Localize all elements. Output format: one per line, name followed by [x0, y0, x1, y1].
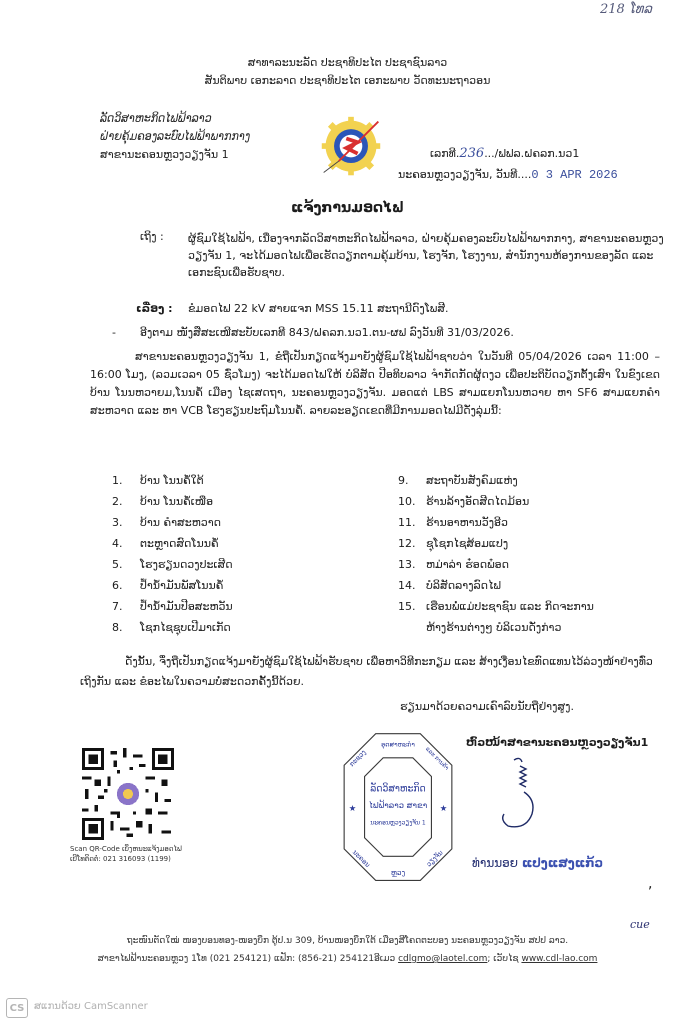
handwritten-note: 218 ໂທລ: [600, 2, 652, 17]
item-text: ໂຊກໄຊຊຸບເປີມາເກັດ: [140, 621, 231, 634]
item-number: 2.: [112, 495, 123, 508]
footer-phone-fax: ສາຂາໄຟຟ້ານະຄອນຫຼວງ 1ໂທ (021 254121) ແຟັກ: (856-21) 254121ອີເມວ: [97, 954, 396, 964]
list-item: [112, 512, 382, 533]
stamp-ring-bottom: ຫຼວງ: [390, 867, 406, 877]
handwritten-initials: cue: [630, 918, 650, 931]
stamp-ring-bottom-right: ວຽງຈັນ: [424, 848, 445, 869]
footer-website-label: ; ເວັບໄຊ: [487, 954, 519, 964]
list-item: [398, 470, 668, 491]
item-number: 12.: [398, 537, 416, 550]
item-number: 10.: [398, 495, 416, 508]
item-text: ໂຮງຮຽນດວງປະເສີດ: [140, 558, 233, 571]
reference-bullet: -: [112, 326, 116, 339]
signer-name-text: ແປງແສງແກ້ວ: [521, 856, 604, 870]
list-item: [398, 491, 668, 512]
item-number: 7.: [112, 600, 123, 613]
item-number: 14.: [398, 579, 416, 592]
item-number: 13.: [398, 558, 416, 571]
item-text: ຊຸໂຊກໄຊສ້ອມແປງ: [426, 537, 509, 550]
item-number: 5.: [112, 558, 123, 571]
qr-caption: [70, 844, 182, 864]
item-text: ບ້ານ ຄຳສະຫວາດ: [140, 516, 221, 529]
stamp-ring-top-right: ແລະ ການຄ້າ: [424, 746, 450, 772]
item-text: ປໍ້ານໍ້າມັນພັສໂນນຄໍ້: [140, 579, 224, 592]
list-item: [398, 533, 668, 554]
ref-prefix: ເລກທີ.: [430, 147, 460, 160]
stamp-center-line-2: ໄຟຟ້າລາວ ສາຂາ: [368, 800, 428, 810]
item-text: ຕະຫຼາດສົດໂນນຄໍ້: [140, 537, 219, 550]
footer-email-link[interactable]: cdlgmo@laotel.com: [398, 954, 488, 964]
affected-areas-right: [398, 470, 668, 638]
signer-prefix: ທ່ານນອຍ: [472, 856, 518, 870]
to-label: ເຖິງ :: [140, 230, 164, 243]
signer-title: ຫົວໜ້າສາຂານະຄອນຫຼວງວຽງຈັນ1: [466, 736, 649, 749]
item-number: 8.: [112, 621, 123, 634]
list-item: [112, 491, 382, 512]
footer-contact: [0, 954, 695, 964]
list-item-continuation: ຫ້າງຮ້ານຕ່າງໆ ບໍລິເວນດັ່ງກ່າວ: [426, 621, 562, 634]
ref-suffix: .../ຟຟລ.ຝຄລກ.ນວ1: [484, 147, 580, 160]
list-item: [112, 470, 382, 491]
closing-paragraph: ດັ່ງນັ້ນ, ຈຶ່ງຖືເປັນກຽດແຈ້ງມາຍັງຜູ້ຊົມໃຊ້ໄຟຟ້າຮັບຊາບ ເພື່ອຫາວິທີກະກຽມ ແລະ ສ້າງເງື່ອນໄຂທົດແທນໄວ້ລ່ວງໜ້າຢ່າງທົ່ວເຖິງກັນ ແລະ ຂໍອະໄພໃນຄວາມບໍ່ສະດວກຄັ້ງນີ້ດ້ວຍ.: [80, 655, 653, 688]
reference-text: ອີງຕາມ ໜັງສືສະເໜີສະບັບເລກທີ 843/ຝຄລກ.ນວ1.ຕນ-ຜຟ ລົງວັນທີ 31/03/2026.: [140, 326, 514, 339]
list-item: [112, 617, 382, 638]
to-text: ຜູ້ຊົມໃຊ້ໄຟຟ້າ, ເນື່ອງຈາກລັດວິສາຫະກິດໄຟຟ້າລາວ, ຝ່າຍຄຸ້ມຄອງລະບົບໄຟຟ້າພາກກາງ, ສາຂານະຄອນຫຼວງວຽງຈັນ 1, ຈະໄດ້ມອດໄຟເພື່ອເຮັດວຽກຕາມຄຸ້ມບ້ານ, ໂຮງຈັກ, ໂຮງງານ, ສຳນັກງານຫ້ອງການຂອງລັດ ແລະ ເອກະຊົນເພື່ອຮັບຊາບ.: [188, 232, 664, 279]
star-icon: ★: [348, 802, 357, 813]
date-prefix: ນະຄອນຫຼວງວຽງຈັນ, ວັນທີ....: [398, 168, 532, 181]
item-text: ຫມ່າລ່າ ຮ໋ອດພ໋ອດ: [426, 558, 509, 571]
subject-text: ຂໍມອດໄຟ 22 kV ສາຍແຈກ MSS 15.11 ສະຖານີດົງໂພສີ.: [188, 302, 449, 315]
list-item: [112, 554, 382, 575]
list-item: [112, 596, 382, 617]
stamp-center-line-1: ລັດວິສາຫະກິດ: [370, 783, 426, 795]
item-number: 4.: [112, 537, 123, 550]
ref-number-handwritten: 236: [459, 146, 485, 161]
ink-mark: ,: [648, 876, 653, 892]
star-icon: ★: [439, 802, 448, 813]
qr-caption-line-1: Scan QR-Code ເບິ່ງຫນະແຈ້ງມອດໄຟ: [70, 845, 182, 853]
item-number: 1.: [112, 474, 123, 487]
date-stamp: 0 3 APR 2026: [531, 168, 618, 182]
stamp-center-line-3: ນະຄອນຫຼວງວຽງຈັນ 1: [370, 819, 426, 827]
edl-logo-icon: [318, 114, 384, 180]
item-text: ບໍລິສັດລາງລົດໄຟ: [426, 579, 501, 592]
item-number: 11.: [398, 516, 416, 529]
regards-line: ຮຽນມາດ້ວຍຄວາມເຄົາລົບນັບຖືຢ່າງສູງ.: [400, 700, 574, 713]
item-text: ບ້ານ ໂນນຄໍ້ເໜືອ: [140, 495, 214, 508]
item-text: ສະຖາບັນສັງຄົມແຫ່ງ: [426, 474, 518, 487]
nation-header-line-2: ສັນຕິພາບ ເອກະລາດ ປະຊາທິປະໄຕ ເອກະພາບ ວັດທະນະຖາວອນ: [204, 74, 491, 87]
org-line-2: ຝ່າຍຄຸ້ມຄອງລະບົບໄຟຟ້າພາກກາງ: [100, 130, 251, 143]
list-item: [398, 554, 668, 575]
list-item: [398, 596, 668, 617]
qr-caption-line-2: ເບີໂທຕິດຕໍ່: 021 316093 (1199): [70, 855, 171, 863]
item-text: ປໍ້ານໍ້າມັນປີອສະຫວັນ: [140, 600, 233, 613]
qr-code-icon: [82, 748, 174, 840]
affected-areas-left: [112, 470, 382, 638]
official-stamp: [340, 730, 456, 886]
list-item: [398, 512, 668, 533]
item-number: 6.: [112, 579, 123, 592]
body-paragraph: ສາຂານະຄອນຫຼວງວຽງຈັນ 1, ຂໍຖືເປັນກຽດແຈ້ງມາຍັງຜູ້ຊົມໃຊ້ໄຟຟ້າຊາບວ່າ ໃນວັນທີ 05/04/2026 ເວລາ 11:00 – 16:00 ໂມງ, (ລວມເວລາ 05 ຊົ່ວໂມງ) ຈະໄດ້ມອດໄຟໃຫ້ ບໍລິສັດ ປີອທິບລາວ ຈຳກັດກັດຜູ້ດງວ ເພື່ອປະຕິບັດວຽກຕັ້ງເສົາ ໃນຂົງເຂດ ບ້ານ ໂນນຫວາຍມ,ໂນນຄໍ້ ເມືອງ ໄຊເສດຖາ, ນະຄອນຫຼວງວຽງຈັນ. ມອດແຕ່ LBS ສາມແຍກໂນນຫວາຍ ຫາ SF6 ສາມແຍກຄຳສະຫວາດ ແລະ ຫາ VCB ໂຮງຮຽນປະຖົມໂນນຄໍ້. ລາຍລະອຽດເຂດທີ່ມີການມອດໄຟມີດັ່ງລຸ່ມນີ້:: [90, 350, 660, 417]
item-text: ຮ້ານອາຫານວັງອີວ: [426, 516, 508, 529]
list-item: [112, 533, 382, 554]
nation-header-line-1: ສາທາລະນະລັດ ປະຊາທິປະໄຕ ປະຊາຊົນລາວ: [247, 56, 448, 69]
subject-label: ເລື່ອງ :: [136, 302, 173, 315]
camscanner-watermark: ສແກນດ້ວຍ CamScanner: [34, 1001, 148, 1012]
org-line-1: ລັດວິສາຫະກິດໄຟຟ້າລາວ: [100, 112, 212, 125]
footer-website-link[interactable]: www.cdl-lao.com: [521, 954, 598, 964]
list-item: [398, 575, 668, 596]
signature-mark: [500, 756, 550, 836]
list-item: [112, 575, 382, 596]
camscanner-logo-icon: CS: [6, 998, 28, 1018]
document-title: ແຈ້ງການມອດໄຟ: [291, 200, 404, 216]
item-number: 15.: [398, 600, 416, 613]
org-line-3: ສາຂານະຄອນຫຼວງວຽງຈັນ 1: [100, 148, 229, 161]
reference-number: [430, 146, 579, 161]
item-text: ເຮືອນພໍ່ແມ່ປະຊາຊົນ ແລະ ກິດຈະການ: [426, 600, 594, 613]
stamp-ring-bottom-left: ນະຄອນ: [350, 848, 372, 869]
item-number: 3.: [112, 516, 123, 529]
item-text: ຮ້ານລ້າງອັດສີດໄດມ້ອນ: [426, 495, 530, 508]
signer-name: [472, 856, 603, 870]
stamp-ring-top-left: ກະຊວງ: [347, 748, 368, 769]
item-text: ບ້ານ ໂນນຄໍ້ໃຕ້: [140, 474, 204, 487]
item-number: 9.: [398, 474, 409, 487]
footer-address: ຖະໜົນຕັດໃໝ່ ໜອງບອນທອງ-ໜອງບຶກ ຕູ້ປ.ນ 309, ບ້ານໜອງບຶກໃຕ້ ເມືອງສີໂຄດຕະບອງ ນະຄອນຫຼວງວຽງຈັນ ສປປ ລາວ.: [126, 936, 569, 946]
stamp-ring-top: ອຸດສາຫະກຳ: [381, 740, 415, 749]
date-line: [398, 168, 618, 182]
